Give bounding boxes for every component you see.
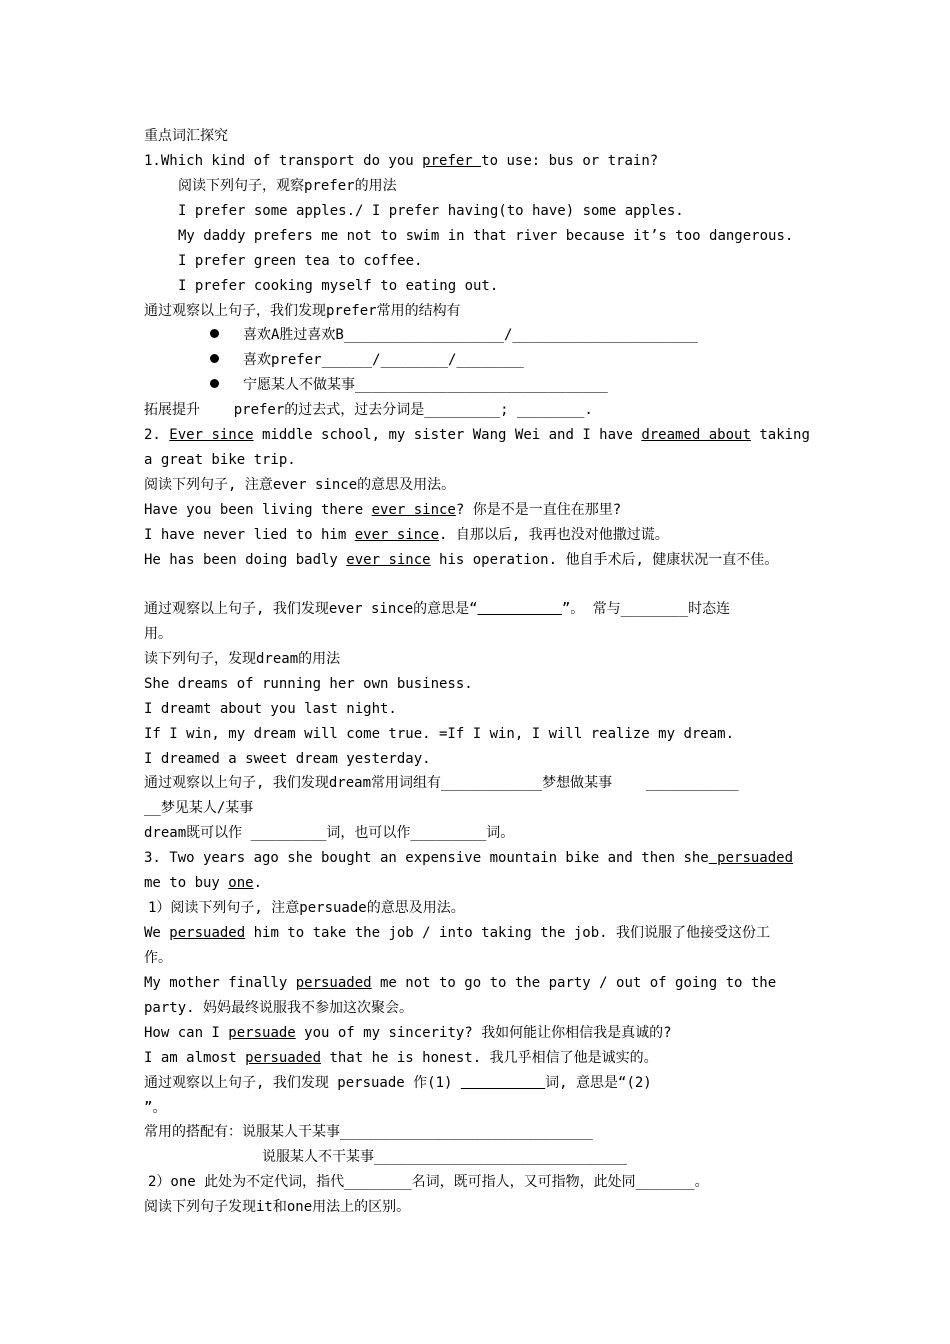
dream-observation: 通过观察以上句子, 我们发现dream常用词组有____________梦想做某事 ___________	[144, 775, 739, 791]
persuade-collocation-1: 常用的搭配有：说服某人干某事______________________________	[144, 1124, 593, 1140]
persuade-example-2: My mother finally persuaded me not to go to the party / out of going to the	[144, 975, 777, 991]
ever-since-observation-cont: 用。	[144, 626, 172, 642]
prefer-bullet-2	[210, 350, 524, 370]
dream-example-2: I dreamt about you last night.	[144, 701, 397, 717]
question-3-keyword-one: one	[228, 875, 254, 891]
persuade-keyword: persuade	[228, 1025, 296, 1041]
ever-since-example-3: He has been doing badly ever since his operation. 他自手术后, 健康状况一直不佳。	[144, 552, 779, 568]
ever-since-instruction: 阅读下列句子, 注意ever since的意思及用法。	[144, 477, 456, 493]
ever-since-observation: 通过观察以上句子, 我们发现ever since的意思是“ ”。 常与________时态连	[144, 601, 731, 617]
question-1	[144, 151, 658, 171]
dream-example-4: I dreamed a sweet dream yesterday.	[144, 751, 431, 767]
prefer-bullet-3-text: 宁愿某人不做某事______________________________	[243, 377, 608, 393]
prefer-extension: 拓展提升 prefer的过去式，过去分词是_________; ________.	[144, 402, 593, 418]
prefer-observation: 通过观察以上句子，我们发现prefer常用的结构有	[144, 303, 461, 319]
dream-example-3: If I win, my dream will come true. =If I win, I will realize my dream.	[144, 726, 735, 742]
question-2-text-a: middle school, my sister Wang Wei and I have	[253, 427, 642, 443]
ever-since-example-1: Have you been living there ever since? 你是不是一直住在那里?	[144, 502, 622, 518]
prefer-example-3: I prefer green tea to coffee.	[178, 253, 423, 269]
persuade-keyword: persuaded	[295, 975, 372, 991]
dream-example-1: She dreams of running her own business.	[144, 676, 473, 692]
question-2-text-b: taking	[750, 427, 810, 443]
prefer-example-2: My daddy prefers me not to swim in that river because it’s too dangerous.	[178, 228, 794, 244]
ever-since-keyword: ever since	[371, 502, 456, 518]
dream-part-of-speech: dream既可以作 _________词，也可以作_________词。	[144, 825, 515, 841]
prefer-example-1: I prefer some apples./ I prefer having(to have) some apples.	[178, 203, 684, 219]
bullet-icon	[210, 379, 219, 388]
one-pronoun-note: 2）one 此处为不定代词，指代________名词，既可指人，又可指物，此处同_______。	[148, 1174, 709, 1190]
prefer-bullet-1-text: 喜欢A胜过喜欢B___________________/______________________	[243, 327, 698, 343]
question-2-line-2: a great bike trip.	[144, 452, 296, 468]
question-3-line-2: me to buy one.	[144, 875, 263, 891]
question-1-text-a: 1.Which kind of transport do you	[144, 153, 423, 169]
persuade-observation: 通过观察以上句子, 我们发现 persuade 作(1) 词, 意思是“(2)	[144, 1075, 652, 1091]
dream-observation-cont: __梦见某人/某事	[144, 800, 254, 816]
question-1-text-b: to use: bus or train?	[481, 153, 659, 169]
ever-since-keyword: ever since	[354, 527, 440, 543]
persuade-observation-cont: ”。	[144, 1100, 167, 1116]
persuade-example-3: How can I persuade you of my sincerity? 我如何能让你相信我是真诚的?	[144, 1025, 672, 1041]
persuade-instruction: 1）阅读下列句子, 注意persuade的意思及用法。	[148, 900, 465, 916]
prefer-example-4: I prefer cooking myself to eating out.	[178, 278, 499, 294]
persuade-keyword: persuaded	[169, 925, 246, 941]
question-3: 3. Two years ago she bought an expensive mountain bike and then she persuaded	[144, 850, 794, 866]
question-2: 2. Ever since middle school, my sister Wang Wei and I have dreamed about taking	[144, 427, 810, 443]
bullet-icon	[210, 354, 219, 363]
prefer-bullet-1	[210, 325, 698, 345]
persuade-example-1: We persuaded him to take the job / into taking the job. 我们说服了他接受这份工	[144, 925, 771, 941]
answer-blank[interactable]	[461, 1075, 545, 1091]
bullet-icon	[210, 329, 219, 338]
ever-since-example-2: I have never lied to him ever since. 自那以后, 我再也没对他撒过谎。	[144, 527, 669, 543]
question-1-keyword: prefer	[422, 153, 482, 169]
section-heading: 重点词汇探究	[144, 128, 228, 144]
question-3-keyword: persuaded	[708, 850, 794, 866]
prefer-instruction: 阅读下列句子，观察prefer的用法	[178, 178, 397, 194]
persuade-example-4: I am almost persuaded that he is honest. 我几乎相信了他是诚实的。	[144, 1050, 658, 1066]
it-one-instruction: 阅读下列句子发现it和one用法上的区别。	[144, 1199, 411, 1215]
persuade-example-1-cont: 作。	[144, 950, 172, 966]
persuade-collocation-2: 说服某人不干某事______________________________	[262, 1149, 627, 1165]
question-2-keyword-2: dreamed about	[641, 427, 751, 443]
answer-blank[interactable]	[478, 601, 562, 617]
dream-instruction: 读下列句子，发现dream的用法	[144, 651, 341, 667]
persuade-keyword: persuaded	[245, 1050, 322, 1066]
question-2-keyword-1: Ever since	[169, 427, 254, 443]
prefer-bullet-3	[210, 375, 608, 395]
prefer-bullet-2-text: 喜欢prefer______/________/________	[243, 352, 524, 368]
persuade-example-2-cont: party. 妈妈最终说服我不参加这次聚会。	[144, 1000, 414, 1016]
ever-since-keyword: ever since	[346, 552, 431, 568]
